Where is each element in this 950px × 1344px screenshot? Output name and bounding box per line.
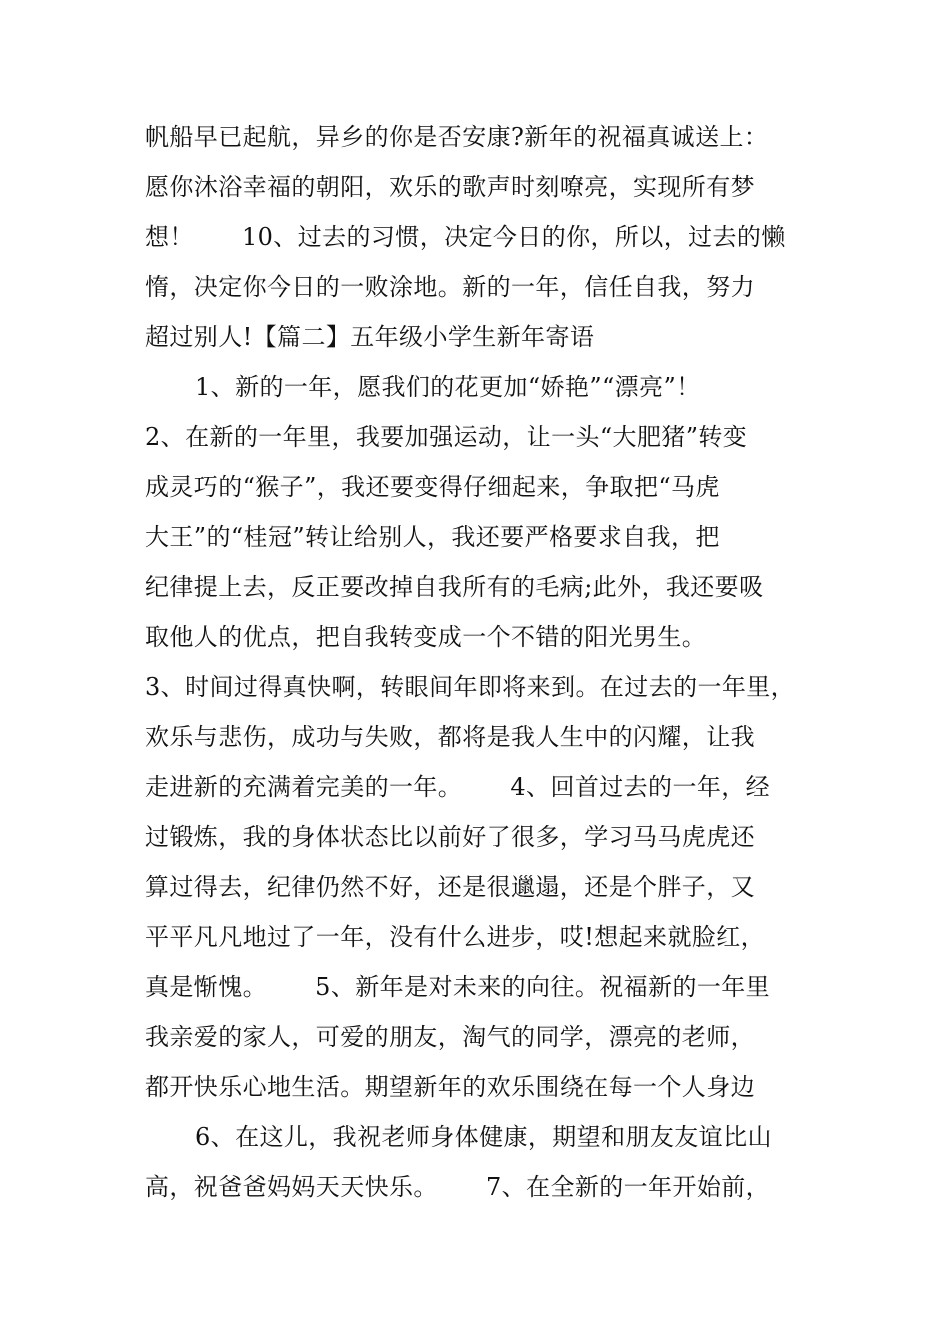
text-line-1: 帆船早已起航，异乡的你是否安康?新年的祝福真诚送上： xyxy=(145,123,769,151)
text-line-5: 超过别人!【篇二】五年级小学生新年寄语 xyxy=(145,323,595,351)
text-line-8: 成灵巧的“猴子”，我还要变得仔细起来，争取把“马虎 xyxy=(145,473,720,501)
text-line-18: 真是惭愧。 5、新年是对未来的向往。祝福新的一年里 xyxy=(145,973,771,1001)
text-line-6: 1、新的一年，愿我们的花更加“娇艳”“漂亮”！ xyxy=(195,373,701,401)
text-line-11: 取他人的优点，把自我转变成一个不错的阳光男生。 xyxy=(145,623,707,651)
text-line-21: 6、在这儿，我祝老师身体健康，期望和朋友友谊比山 xyxy=(195,1123,772,1151)
text-line-14: 走进新的充满着完美的一年。 4、回首过去的一年，经 xyxy=(145,773,771,801)
text-line-17: 平平凡凡地过了一年，没有什么进步，哎!想起来就脸红， xyxy=(145,923,766,951)
text-line-3: 想！ 10、过去的习惯，决定今日的你，所以，过去的懒 xyxy=(145,223,786,251)
text-line-22: 高，祝爸爸妈妈天天快乐。 7、在全新的一年开始前， xyxy=(145,1173,771,1201)
text-line-10: 纪律提上去，反正要改掉自我所有的毛病;此外，我还要吸 xyxy=(145,573,764,601)
text-line-19: 我亲爱的家人，可爱的朋友，淘气的同学，漂亮的老师， xyxy=(145,1023,755,1051)
text-line-16: 算过得去，纪律仍然不好，还是很邋遢，还是个胖子，又 xyxy=(145,873,755,901)
text-line-12: 3、时间过得真快啊，转眼间年即将来到。在过去的一年里， xyxy=(145,673,796,701)
text-line-15: 过锻炼，我的身体状态比以前好了很多，学习马马虎虎还 xyxy=(145,823,755,851)
text-line-7: 2、在新的一年里，我要加强运动，让一头“大肥猪”转变 xyxy=(145,423,748,451)
text-line-13: 欢乐与悲伤，成功与失败，都将是我人生中的闪耀，让我 xyxy=(145,723,755,751)
text-line-2: 愿你沐浴幸福的朝阳，欢乐的歌声时刻嘹亮，实现所有梦 xyxy=(145,173,755,201)
text-line-9: 大王”的“桂冠”转让给别人，我还要严格要求自我，把 xyxy=(145,523,720,551)
text-line-4: 惰，决定你今日的一败涂地。新的一年，信任自我，努力 xyxy=(145,273,755,301)
text-line-20: 都开快乐心地生活。期望新年的欢乐围绕在每一个人身边 xyxy=(145,1073,755,1101)
